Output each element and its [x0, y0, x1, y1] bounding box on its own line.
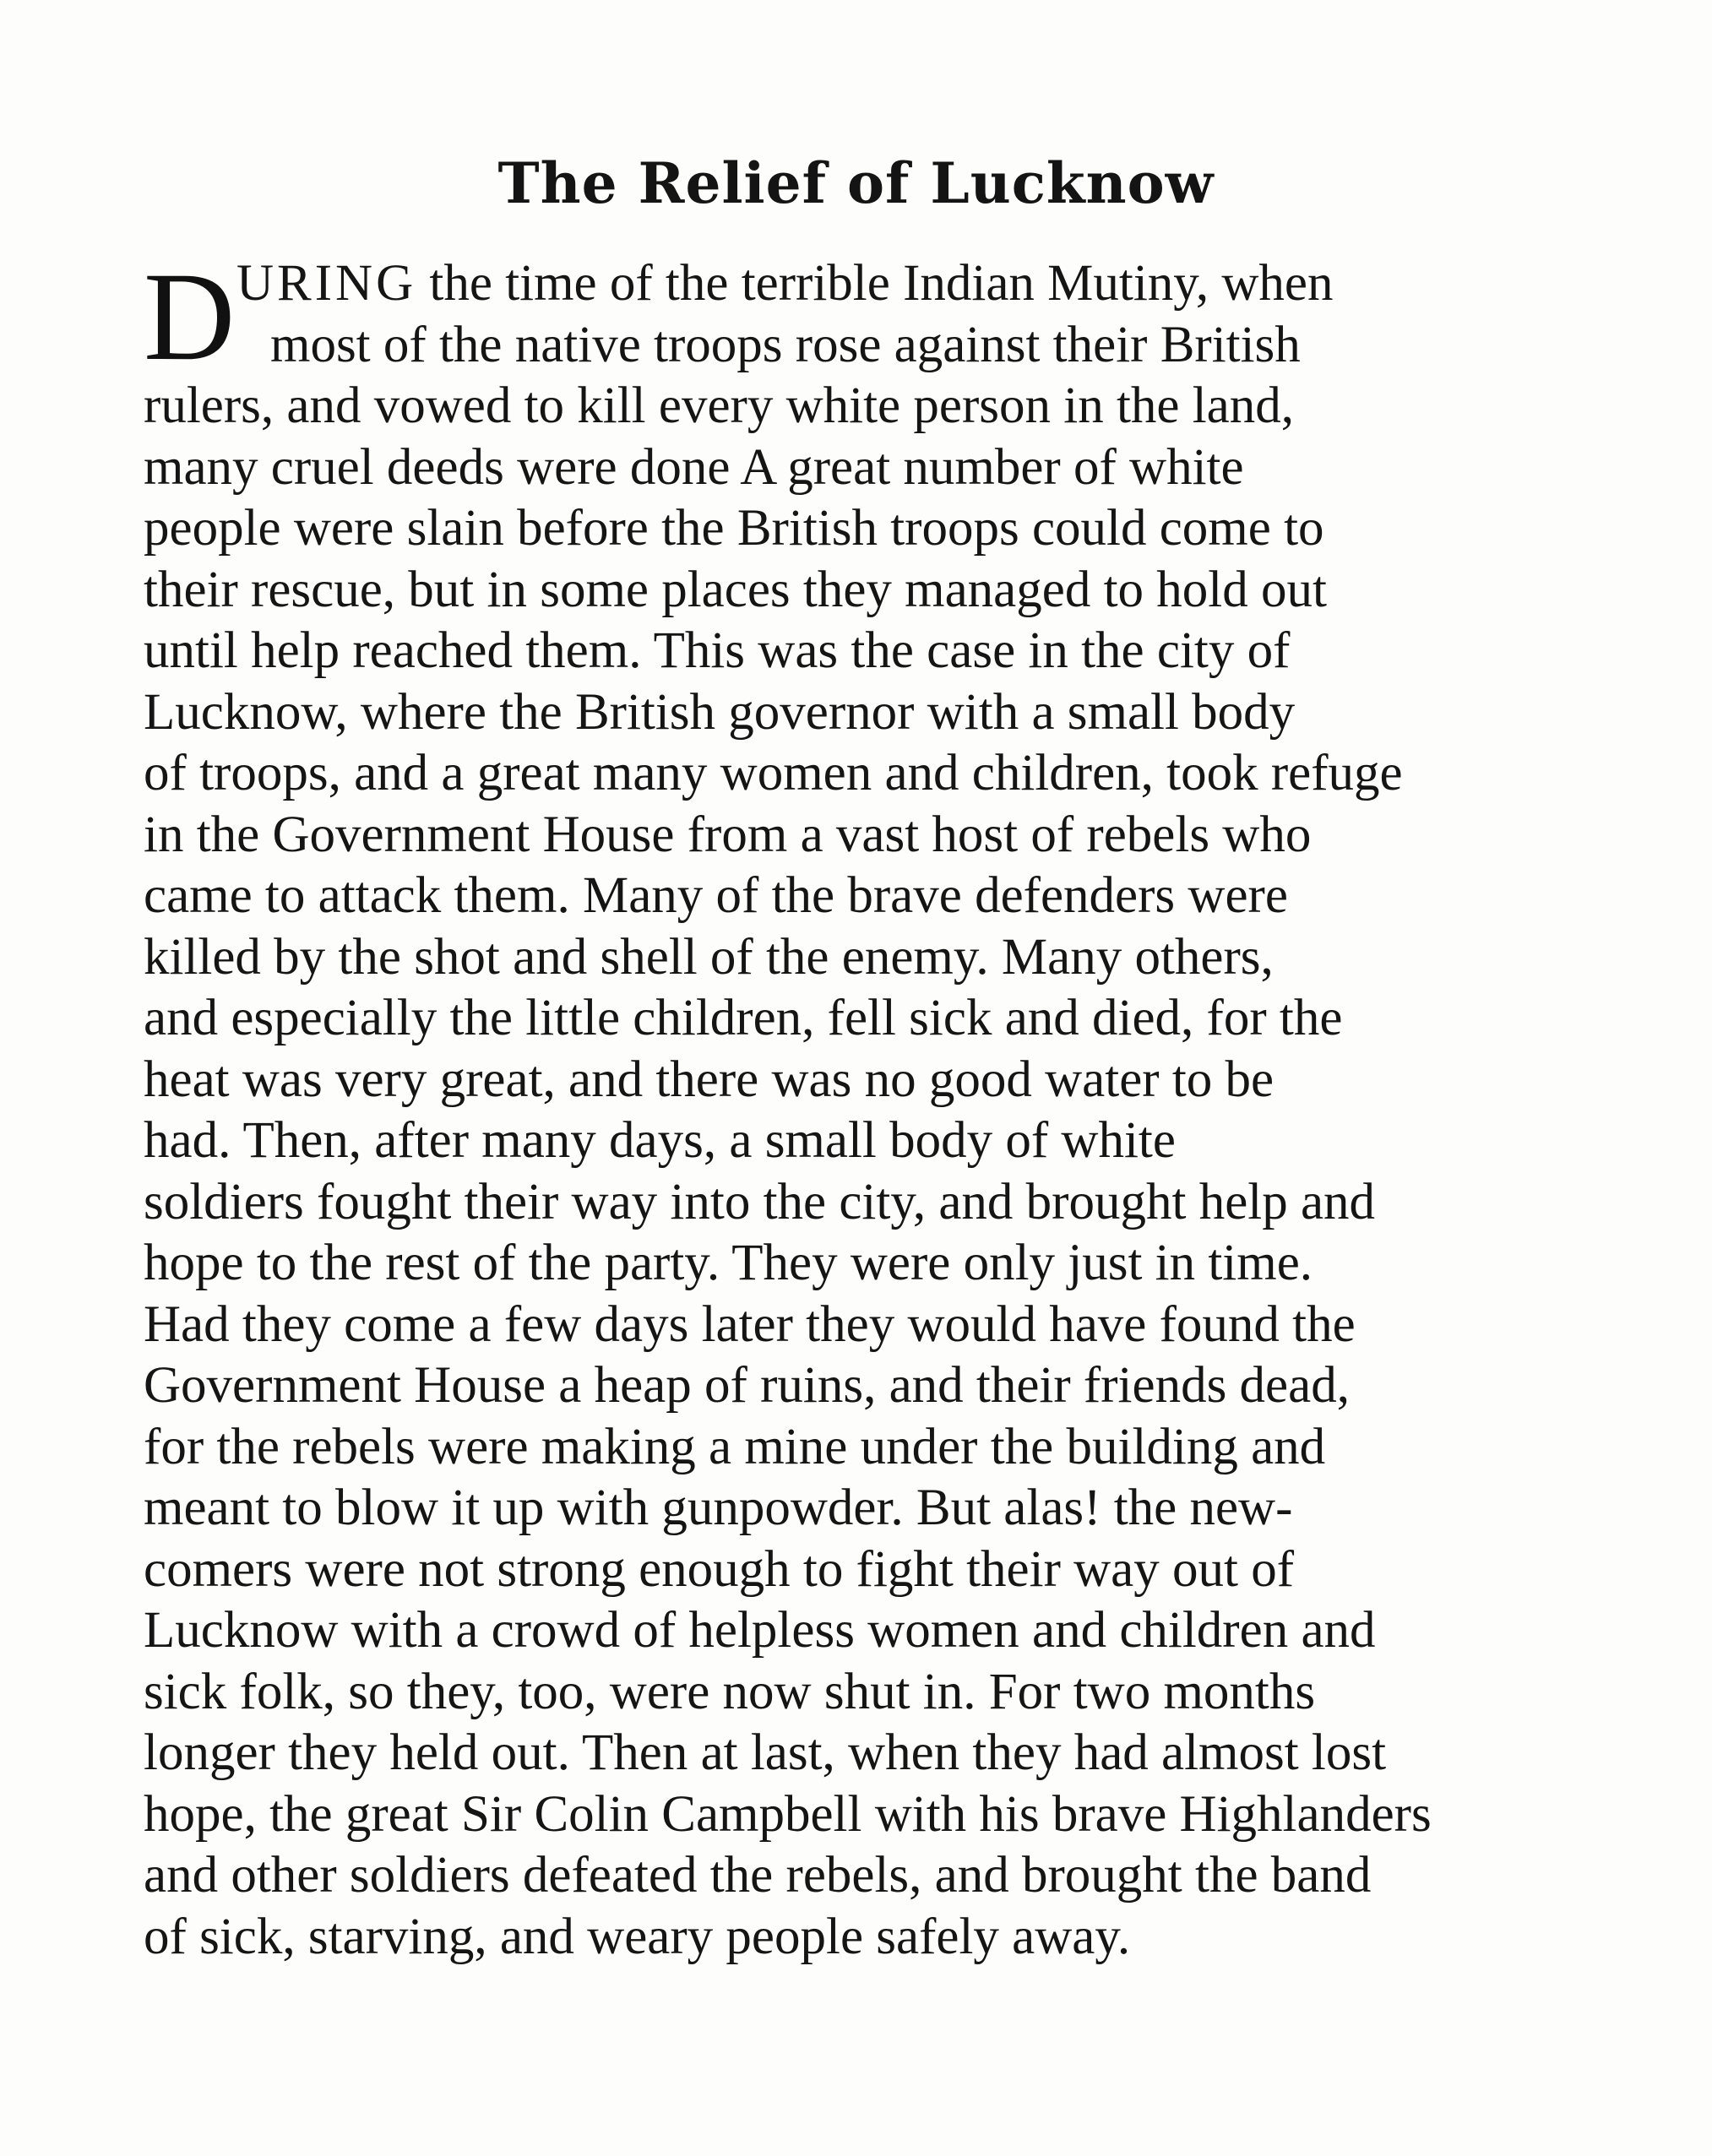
text-line-18: Had they come a few days later they would have found the — [144, 1295, 1356, 1353]
text-line-8: Lucknow, where the British governor with a small body — [144, 683, 1296, 741]
text-line-6: their rescue, but in some places they managed to hold out — [144, 561, 1327, 618]
line-text: the time of the terrible Indian Mutiny, when — [416, 255, 1334, 312]
text-line-7: until help reached them. This was the case in the city of — [144, 622, 1291, 679]
first-word-caps: URING — [236, 255, 417, 312]
page-title: The Relief of Lucknow — [497, 150, 1215, 216]
text-line-17: hope to the rest of the party. They were only just in time. — [144, 1235, 1313, 1291]
text-line-16: soldiers fought their way into the city, and brought help and — [144, 1173, 1376, 1230]
text-line-25: longer they held out. Then at last, when they had almost lost — [144, 1724, 1387, 1781]
text-line-28: of sick, starving, and weary people safely away. — [144, 1908, 1131, 1965]
text-line-20: for the rebels were making a mine under the building and — [144, 1418, 1326, 1475]
text-line-15: had. Then, after many days, a small body of white — [144, 1112, 1176, 1169]
text-line-2: most of the native troops rose against their British — [270, 316, 1301, 373]
text-line-27: and other soldiers defeated the rebels, and brought the band — [144, 1847, 1372, 1903]
text-line-4: many cruel deeds were done A great number of white — [144, 438, 1244, 496]
text-line-23: Lucknow with a crowd of helpless women and children and — [144, 1602, 1376, 1659]
text-line-10: in the Government House from a vast host of rebels who — [144, 806, 1312, 863]
text-line-14: heat was very great, and there was no good water to be — [144, 1051, 1274, 1108]
text-line-22: comers were not strong enough to fight their way out of — [144, 1540, 1295, 1598]
text-line-1 — [144, 253, 1537, 315]
text-line-9: of troops, and a great many women and children, took refuge — [144, 745, 1403, 801]
text-line-3: rulers, and vowed to kill every white person in the land, — [144, 377, 1294, 434]
text-line-12: killed by the shot and shell of the enemy. Many others, — [144, 928, 1274, 986]
text-line-13: and especially the little children, fell sick and died, for the — [144, 990, 1343, 1046]
text-line-24: sick folk, so they, too, were now shut in. For two months — [144, 1663, 1316, 1720]
text-line-19: Government House a heap of ruins, and their friends dead, — [144, 1357, 1350, 1414]
text-line-21: meant to blow it up with gunpowder. But alas! the new- — [144, 1480, 1293, 1536]
article-body — [144, 247, 1537, 1968]
text-line-26: hope, the great Sir Colin Campbell with his brave Highlanders — [144, 1785, 1432, 1843]
text-line-5: people were slain before the British troops could come to — [144, 500, 1324, 557]
drop-cap: D — [144, 247, 236, 387]
text-line-11: came to attack them. Many of the brave defenders were — [144, 867, 1288, 924]
